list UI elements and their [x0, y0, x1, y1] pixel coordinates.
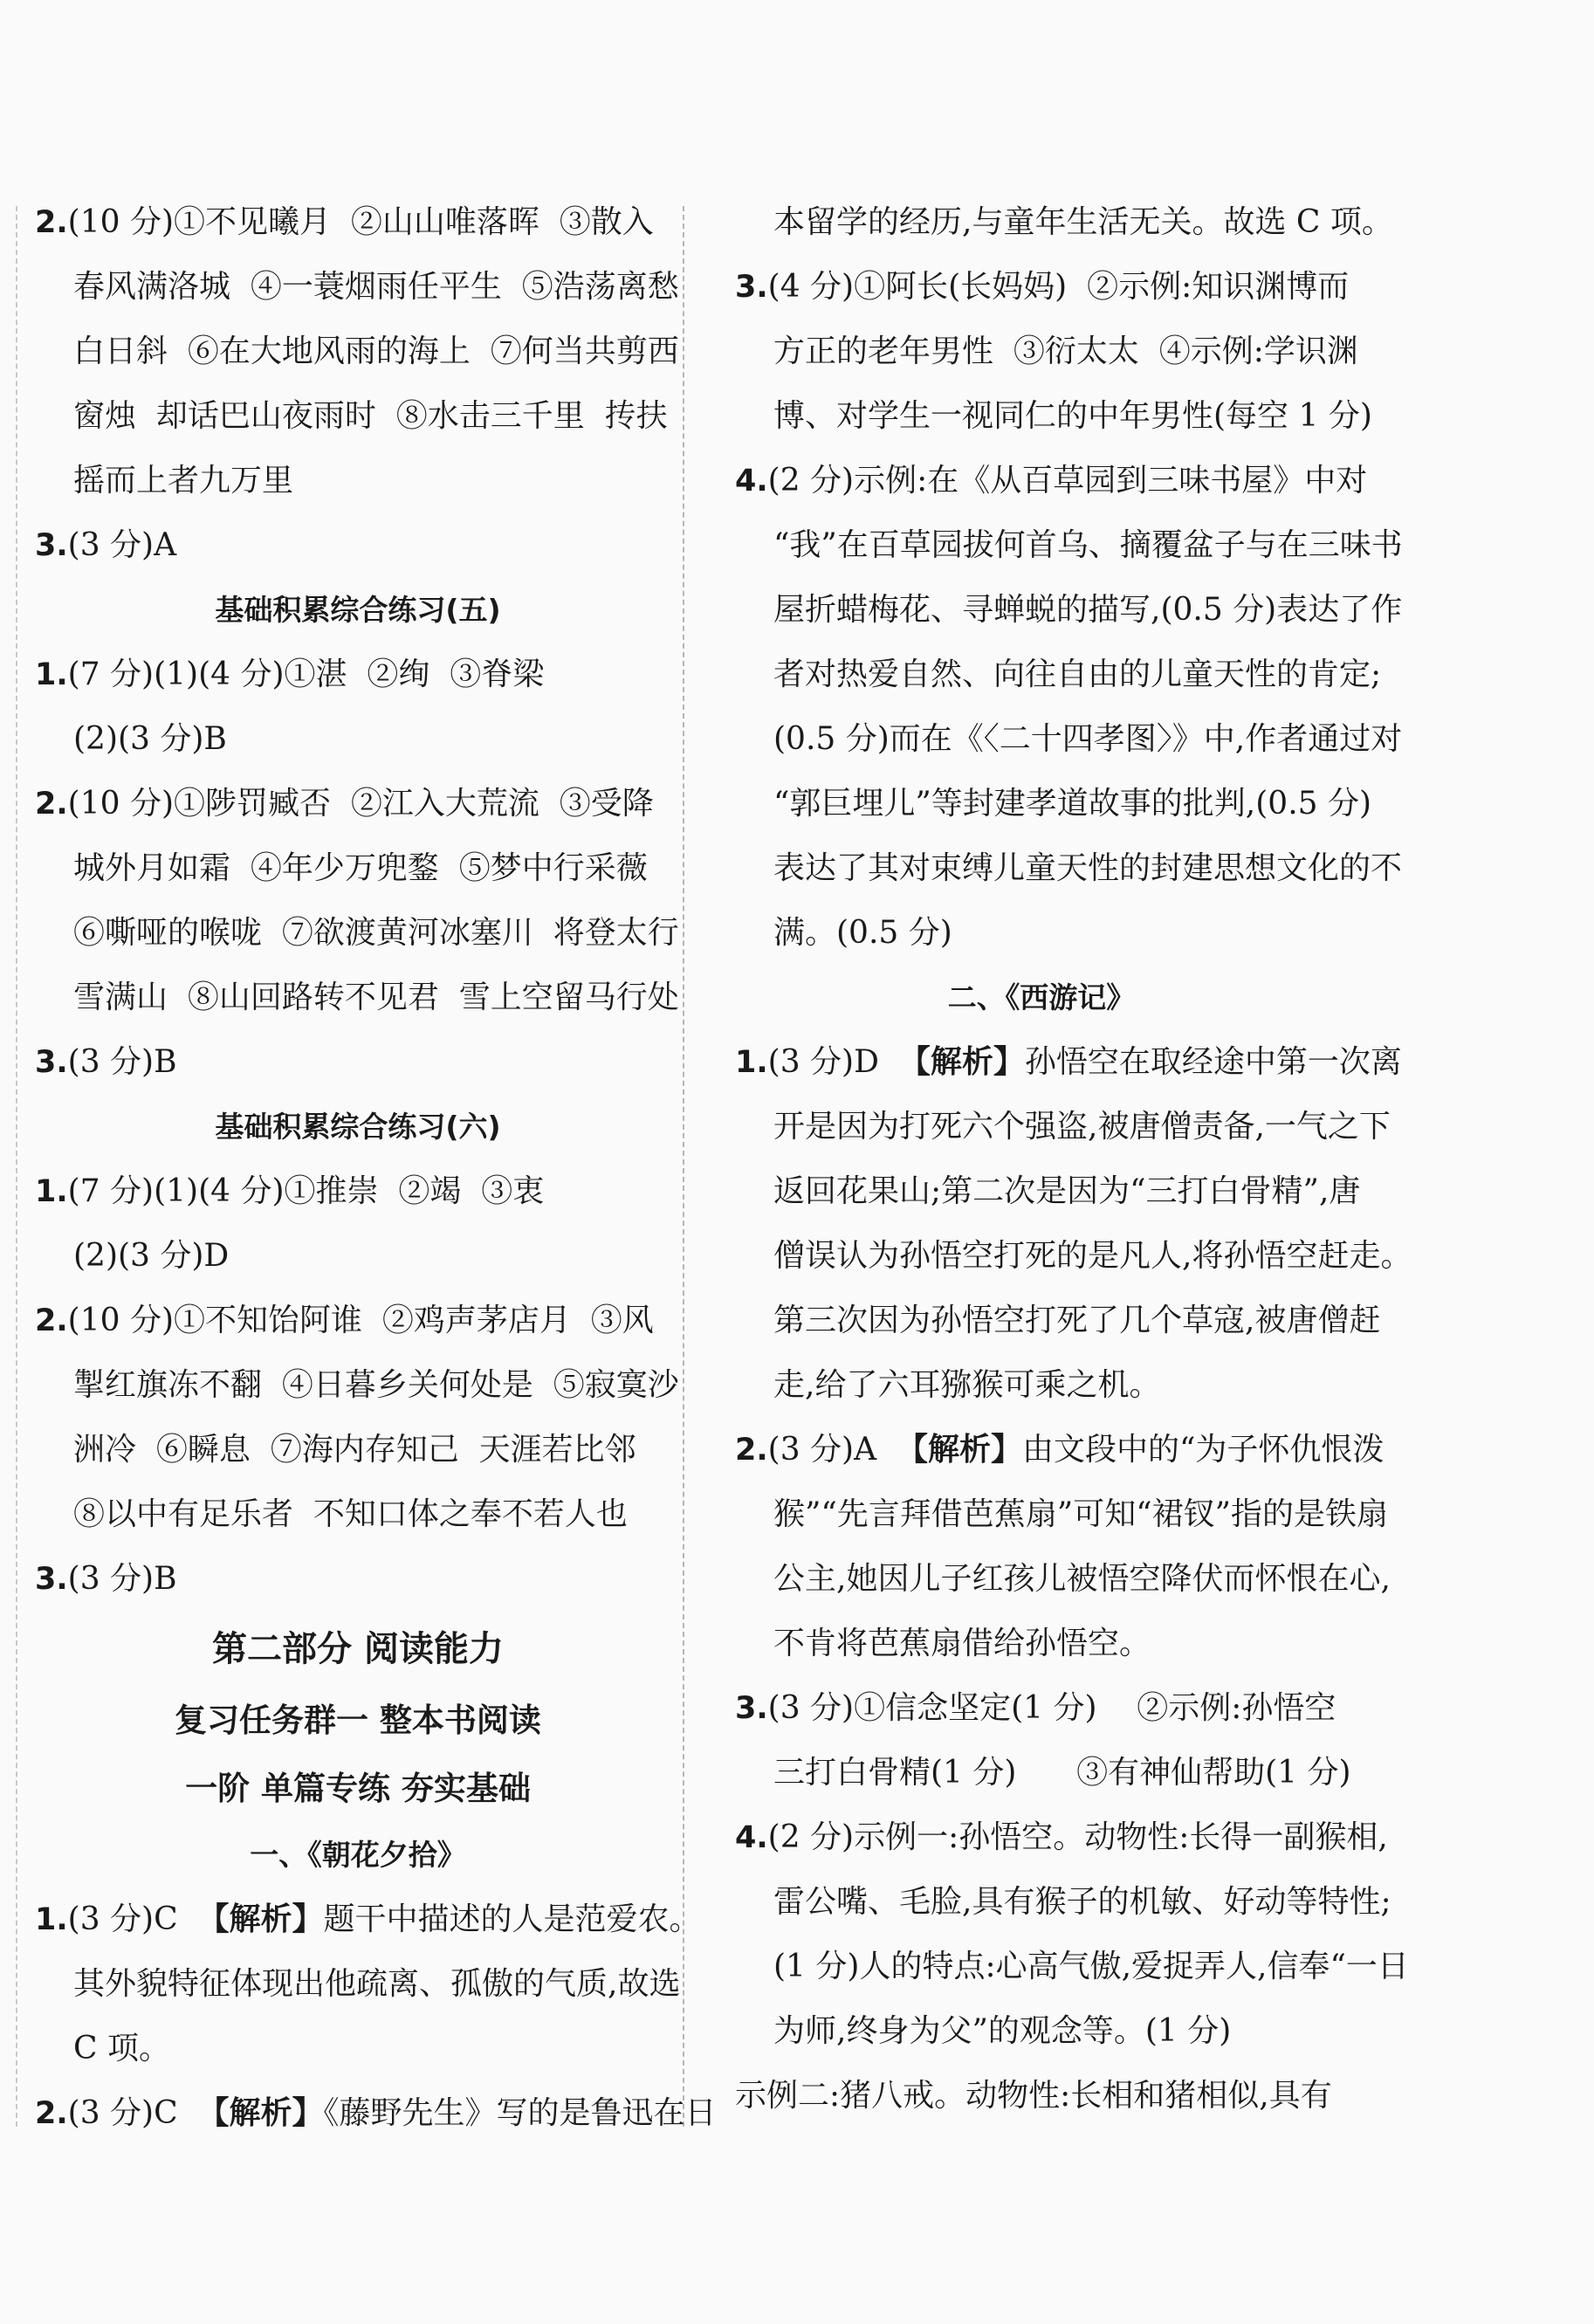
section-heading: 一、《朝花夕拾》 [250, 1838, 466, 1872]
answer-continuation: 猴”“先言拜借芭蕉扇”可知“裙钗”指的是铁扇 [773, 1496, 1389, 1532]
answer-continuation: 走,给了六耳猕猴可乘之机。 [773, 1367, 1161, 1403]
answer-continuation: “郭巨埋儿”等封建孝道故事的批判,(0.5 分) [773, 786, 1372, 822]
answer-continuation: 掣红旗冻不翻 ④日暮乡关何处是 ⑤寂寞沙 [73, 1367, 679, 1403]
stage-title: 一阶 单篇专练 夯实基础 [185, 1770, 531, 1807]
left-margin-rule [16, 206, 17, 2127]
answer-continuation: (1 分)人的特点:心高气傲,爱捉弄人,信奉“一日 [773, 1949, 1409, 1984]
answer-continuation: ⑥嘶哑的喉咙 ⑦欲渡黄河冰塞川 将登太行 [73, 915, 679, 951]
answer-item: 2.(10 分)①不知饴阿谁 ②鸡声茅店月 ③风 [35, 1303, 654, 1338]
answer-continuation: 开是因为打死六个强盗,被唐僧责备,一气之下 [773, 1109, 1391, 1145]
answer-continuation: ⑧以中有足乐者 不知口体之奉不若人也 [73, 1496, 628, 1532]
answer-continuation: 者对热爱自然、向往自由的儿童天性的肯定; [773, 657, 1382, 692]
answer-continuation: 僧误认为孙悟空打死的是凡人,将孙悟空赶走。 [773, 1238, 1412, 1274]
answer-item: 1.(3 分)C 【解析】题干中描述的人是范爱农。 [35, 1901, 701, 1937]
answer-continuation: (0.5 分)而在《〈二十四孝图〉》中,作者通过对 [773, 721, 1403, 757]
section-heading: 二、《西游记》 [947, 980, 1136, 1014]
answer-item: 1.(7 分)(1)(4 分)①湛 ②绚 ③脊梁 [35, 657, 545, 692]
answer-item: 1.(7 分)(1)(4 分)①推崇 ②竭 ③衷 [35, 1173, 545, 1209]
answer-item: 1.(3 分)D 【解析】孙悟空在取经途中第一次离 [735, 1044, 1402, 1080]
answer-item: 3.(3 分)B [35, 1561, 177, 1597]
answer-continuation: 雪满山 ⑧山回路转不见君 雪上空留马行处 [73, 980, 679, 1015]
answer-item: 3.(3 分)A [35, 527, 177, 563]
answer-continuation: 示例二:猪八戒。动物性:长相和猪相似,具有 [735, 2078, 1332, 2114]
answer-continuation: 白日斜 ⑥在大地风雨的海上 ⑦何当共剪西 [73, 333, 679, 369]
section-heading: 基础积累综合练习(五) [215, 593, 501, 627]
answer-continuation: 三打白骨精(1 分) ③有神仙帮助(1 分) [773, 1755, 1351, 1791]
answer-continuation: 公主,她因儿子红孩儿被悟空降伏而怀恨在心, [773, 1561, 1391, 1597]
right-column [735, 190, 1412, 2128]
answer-continuation: 方正的老年男性 ③衍太太 ④示例:学识渊 [773, 333, 1358, 369]
answer-continuation: 窗烛 却话巴山夜雨时 ⑧水击三千里 抟扶 [73, 398, 668, 434]
answer-continuation: (2)(3 分)B [73, 721, 227, 757]
answer-continuation: (2)(3 分)D [73, 1238, 230, 1274]
section-heading: 基础积累综合练习(六) [215, 1110, 501, 1144]
answer-item: 3.(3 分)B [35, 1044, 177, 1080]
part-title: 第二部分 阅读能力 [212, 1629, 504, 1669]
answer-continuation: 返回花果山;第二次是因为“三打白骨精”,唐 [773, 1173, 1361, 1209]
answer-continuation: 洲冷 ⑥瞬息 ⑦海内存知己 天涯若比邻 [73, 1432, 636, 1468]
answer-continuation: C 项。 [73, 2031, 170, 2066]
answer-continuation: 为师,终身为父”的观念等。(1 分) [773, 2013, 1232, 2049]
answer-continuation: 表达了其对束缚儿童天性的封建思想文化的不 [773, 850, 1403, 886]
answer-item: 4.(2 分)示例:在《从百草园到三味书屋》中对 [735, 463, 1368, 498]
answer-item: 2.(10 分)①陟罚臧否 ②江入大荒流 ③受降 [35, 786, 654, 822]
answer-continuation: 摇而上者九万里 [73, 463, 294, 498]
answer-continuation: 雷公嘴、毛脸,具有猴子的机敏、好动等特性; [773, 1884, 1391, 1920]
answer-item: 2.(3 分)C 【解析】《藤野先生》写的是鲁迅在日 [35, 2095, 717, 2131]
answer-continuation: 城外月如霜 ④年少万兜鍪 ⑤梦中行采薇 [73, 850, 648, 886]
answer-continuation: 第三次因为孙悟空打死了几个草寇,被唐僧赶 [773, 1303, 1381, 1338]
answer-continuation: 其外貌特征体现出他疏离、孤傲的气质,故选 [73, 1966, 681, 2002]
answer-item: 3.(3 分)①信念坚定(1 分) ②示例:孙悟空 [735, 1690, 1336, 1726]
answer-item: 3.(4 分)①阿长(长妈妈) ②示例:知识渊博而 [735, 269, 1350, 305]
answer-continuation: 满。(0.5 分) [773, 915, 952, 951]
answer-item: 4.(2 分)示例一:孙悟空。动物性:长得一副猴相, [735, 1819, 1388, 1855]
answer-continuation: 博、对学生一视同仁的中年男性(每空 1 分) [773, 398, 1372, 434]
left-column [35, 190, 717, 2146]
answer-continuation: “我”在百草园拔何首乌、摘覆盆子与在三味书 [773, 527, 1403, 563]
answer-item: 2.(3 分)A 【解析】由文段中的“为子怀仇恨泼 [735, 1432, 1384, 1468]
task-title: 复习任务群一 整本书阅读 [175, 1702, 541, 1739]
answer-continuation: 屋折蜡梅花、寻蝉蜕的描写,(0.5 分)表达了作 [773, 592, 1403, 628]
answer-continuation: 不肯将芭蕉扇借给孙悟空。 [773, 1626, 1151, 1661]
answer-continuation: 本留学的经历,与童年生活无关。故选 C 项。 [773, 204, 1393, 240]
answer-continuation: 春风满洛城 ④一蓑烟雨任平生 ⑤浩荡离愁 [73, 269, 679, 305]
answer-item: 2.(10 分)①不见曦月 ②山山唯落晖 ③散入 [35, 204, 654, 240]
column-divider [683, 206, 684, 2127]
